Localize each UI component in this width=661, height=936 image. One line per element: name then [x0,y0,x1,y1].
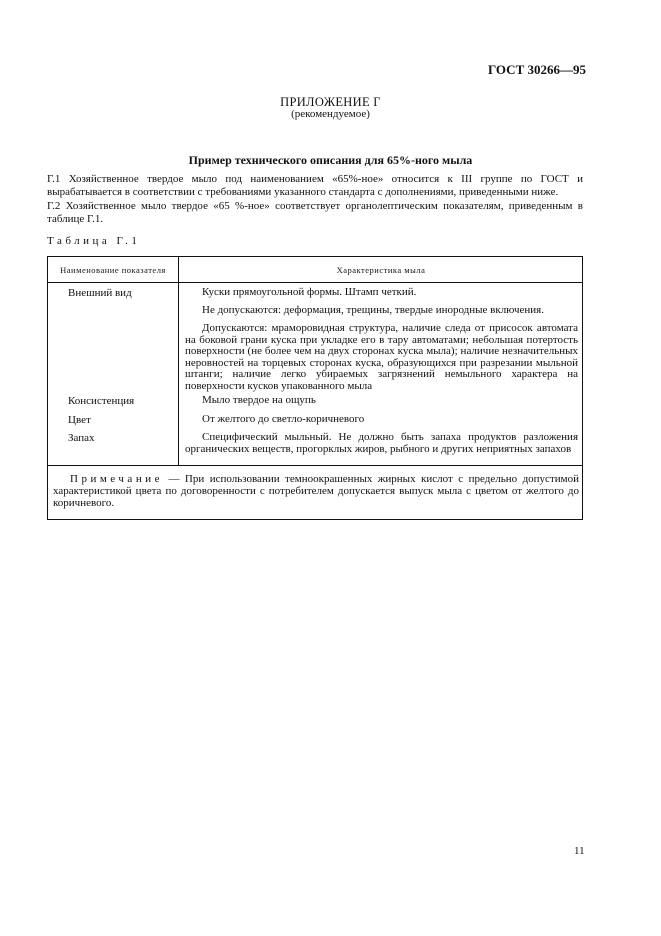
table-cell: Специфический мыльный. Не должно быть запаха продуктов разложения органических веществ, прогорклых жиров, рыбного и других неприятных запахов [185,431,578,455]
table [47,256,583,520]
standard-number: ГОСТ 30266—95 [487,62,586,77]
table-cell: Не допускаются: деформация, трещины, твердые инородные включения. [202,304,544,316]
table-cell: Допускаются: мраморовидная структура, наличие следа от присосок автомата на боковой грани куска при укладке его в тару автоматами; небольшая потертость поверхности (не более чем на двух сторонах куска мыла); наличие незначительных неровностей на торцевых сторонах куска, образующихся при разрезании мыльной штанги; наличие легко убираемых загрязнений немыльного характера на поверхности кусков упакованного мыла [185,322,578,392]
row-label-appearance: Внешний вид [68,287,132,299]
page-number: 11 [574,845,585,857]
note-text: — При использовании темноокрашенных жирных кислот с предельно допустимой характеристикой цвета по договоренности с потребителем допускается выпуск мыла с цветом от желтого до коричневого. [53,473,579,509]
table-cell: Куски прямоугольной формы. Штамп четкий. [202,286,417,298]
table-cell: Мыло твердое на ощупь [202,394,316,406]
table-note [53,473,579,509]
row-label-color: Цвет [68,414,91,426]
paragraph-g1: Г.1 Хозяйственное твердое мыло под наименованием «65%-ное» относится к III группе по ГОСТ и вырабатывается в соответствии с требованиями указанного стандарта с дополнениями, приведенными ниже. [47,173,583,198]
table-header-characteristic: Характеристика мыла [336,265,426,275]
table-cell: От желтого до светло-коричневого [202,413,365,425]
paragraph-g2: Г.2 Хозяйственное мыло твердое «65 %-ное» соответствует органолептическим показателям, приведенным в таблице Г.1. [47,200,583,225]
table-header-indicator: Наименование показателя [60,265,166,275]
table-divider [48,465,582,466]
appendix-subtitle: (рекомендуемое) [291,108,370,120]
table-divider [178,257,179,465]
row-label-odor: Запах [68,432,95,444]
appendix-title-block [0,96,661,120]
section-heading: Пример технического описания для 65%-ного мыла [188,153,473,167]
table-divider [48,282,582,283]
row-label-consistency: Консистенция [68,395,135,407]
appendix-title: ПРИЛОЖЕНИЕ Г [280,95,381,109]
table-caption: Таблица Г.1 [47,235,141,247]
note-label: Примечание [70,473,163,485]
